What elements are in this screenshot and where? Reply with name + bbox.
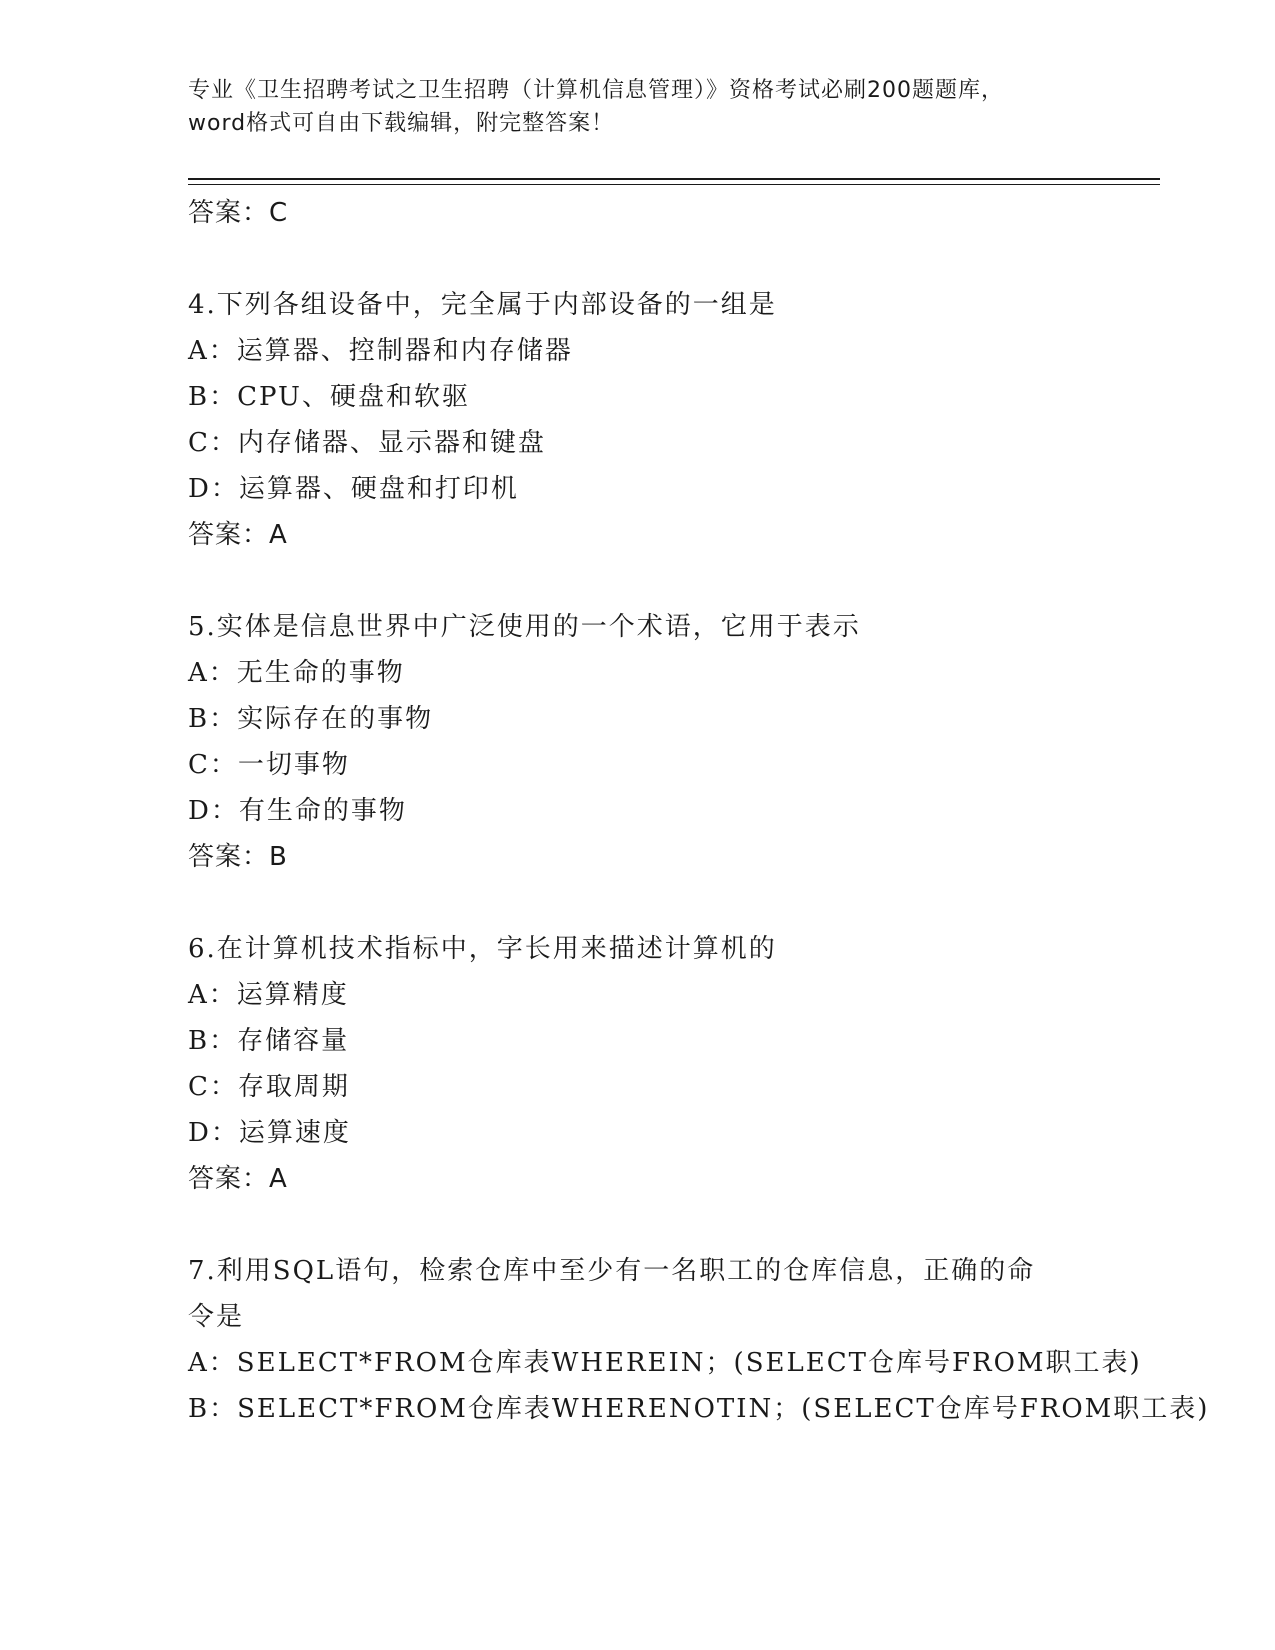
header-rule-thin xyxy=(188,184,1160,185)
question-7-stem-line-1: 7.利用SQL语句，检索仓库中至少有一名职工的仓库信息，正确的命 xyxy=(188,1256,1036,1286)
header-rule-thick xyxy=(188,178,1160,180)
header-title-line-1: 专业《卫生招聘考试之卫生招聘（计算机信息管理）》资格考试必刷200题题库， xyxy=(188,78,1004,103)
question-4-stem: 4.下列各组设备中，完全属于内部设备的一组是 xyxy=(188,290,777,320)
question-4-option-c: C：内存储器、显示器和键盘 xyxy=(188,428,546,458)
question-5-option-a: A：无生命的事物 xyxy=(188,658,405,688)
question-5-option-b: B：实际存在的事物 xyxy=(188,704,434,734)
question-5-option-d: D：有生命的事物 xyxy=(188,796,407,826)
question-7-option-b: B：SELECT*FROM仓库表WHERENOTIN；(SELECT仓库号FROM职工表) xyxy=(188,1394,1210,1424)
question-7-option-a: A：SELECT*FROM仓库表WHEREIN；(SELECT仓库号FROM职工表) xyxy=(188,1348,1142,1378)
question-4-option-d: D：运算器、硬盘和打印机 xyxy=(188,474,519,504)
question-7-stem-line-2: 令是 xyxy=(188,1302,245,1332)
document-header xyxy=(188,74,1168,140)
question-6-option-b: B：存储容量 xyxy=(188,1026,350,1056)
answer-q4: 答案：A xyxy=(188,520,288,550)
question-list xyxy=(188,190,1210,1432)
header-title-line-2: word格式可自由下载编辑，附完整答案！ xyxy=(188,111,615,136)
answer-q3: 答案：C xyxy=(188,198,289,228)
question-6-option-d: D：运算速度 xyxy=(188,1118,351,1148)
question-5-stem: 5.实体是信息世界中广泛使用的一个术语，它用于表示 xyxy=(188,612,861,642)
question-5-option-c: C：一切事物 xyxy=(188,750,350,780)
question-6-stem: 6.在计算机技术指标中，字长用来描述计算机的 xyxy=(188,934,777,964)
question-4-option-a: A：运算器、控制器和内存储器 xyxy=(188,336,573,366)
answer-q5: 答案：B xyxy=(188,842,288,872)
question-6-option-a: A：运算精度 xyxy=(188,980,349,1010)
question-4-option-b: B：CPU、硬盘和软驱 xyxy=(188,382,470,412)
answer-q6: 答案：A xyxy=(188,1164,288,1194)
question-6-option-c: C：存取周期 xyxy=(188,1072,350,1102)
